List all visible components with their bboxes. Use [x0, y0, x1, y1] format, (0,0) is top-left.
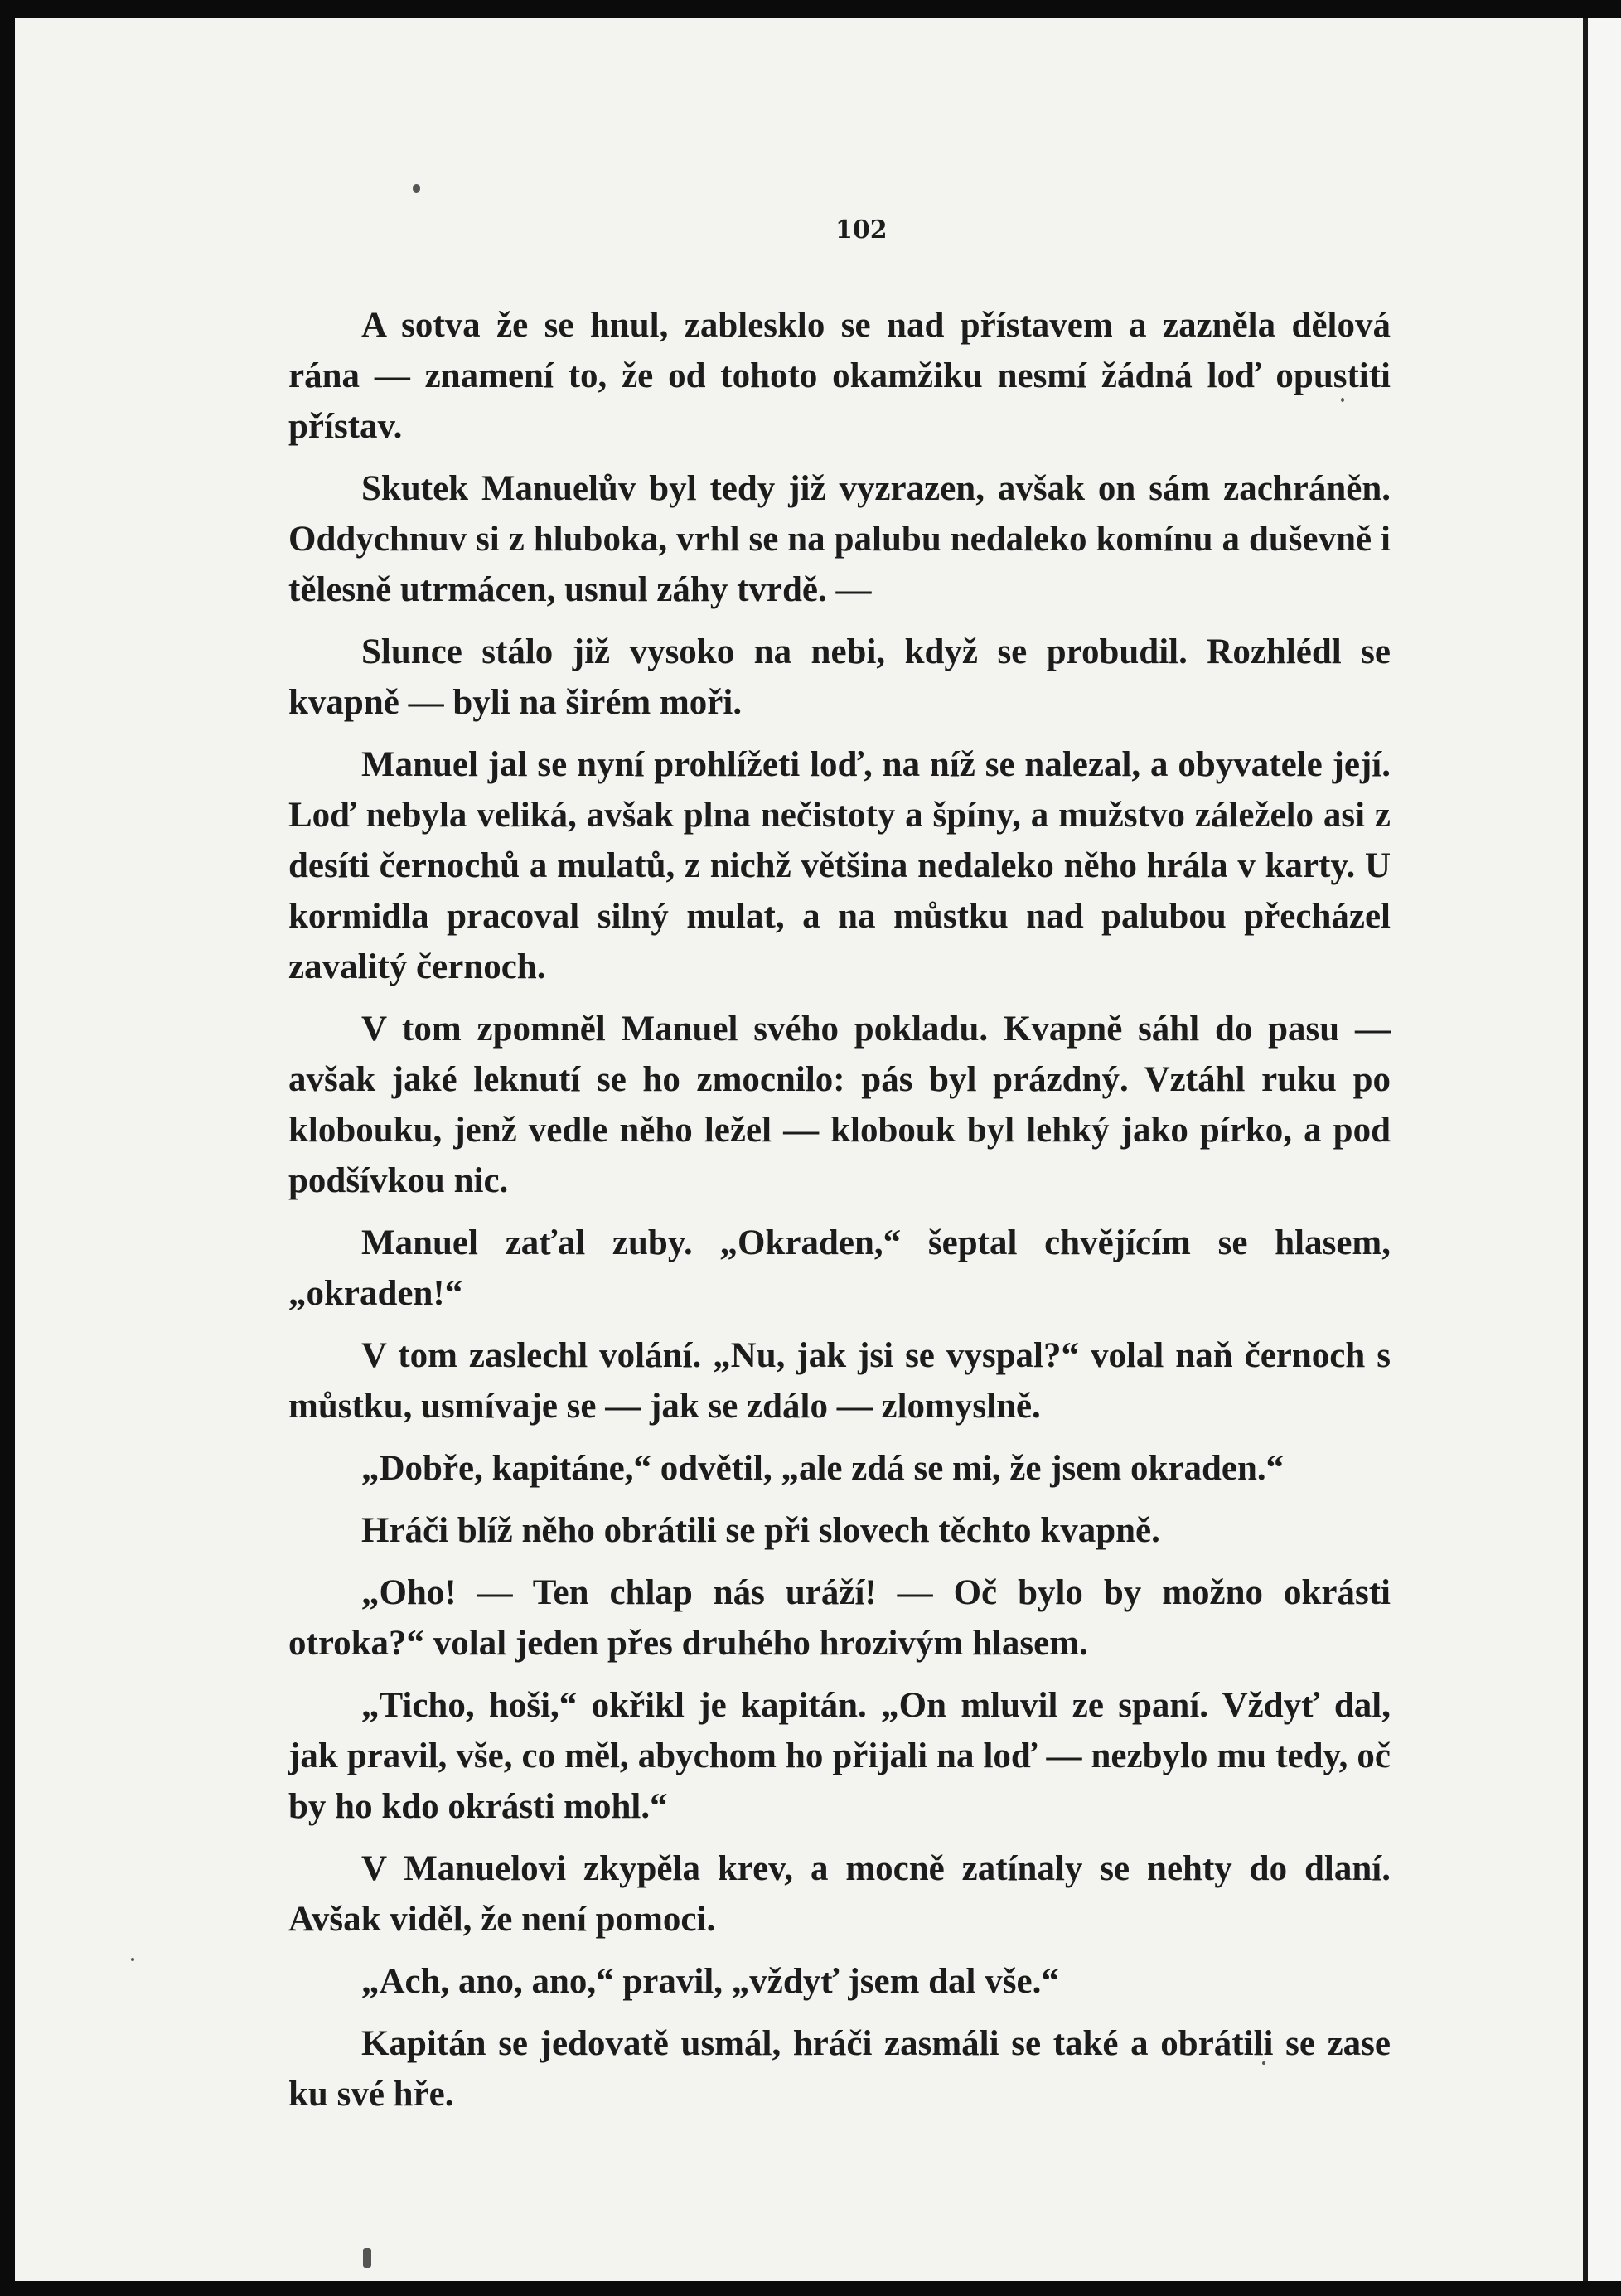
- scan-bottom-border: [0, 2281, 1621, 2296]
- paragraph: „Ticho, hoši,“ okřikl je kapitán. „On mluvil ze spaní. Vždyť dal, jak pravil, vše, co měl, abychom ho přijali na loď — nezbylo mu tedy, oč by ho kdo okrásti mohl.“: [288, 1686, 1391, 1826]
- page-right-margin: [1588, 18, 1621, 2296]
- paragraph: V Manuelovi zkypěla krev, a mocně zatínaly se nehty do dlaní. Avšak viděl, že není pomoci.: [288, 1849, 1391, 1939]
- paragraph: „Ach, ano, ano,“ pravil, „vždyť jsem dal vše.“: [361, 1962, 1059, 2001]
- book-page: [15, 18, 1588, 2281]
- paragraph: Hráči blíž něho obrátili se při slovech těchto kvapně.: [361, 1511, 1160, 1550]
- paragraph: V tom zpomněl Manuel svého pokladu. Kvapně sáhl do pasu — avšak jaké leknutí se ho zmocnilo: pás byl prázdný. Vztáhl ruku po klobouku, jenž vedle něho ležel — klobouk byl lehký jako pírko, a pod podšívkou nic.: [288, 1010, 1391, 1200]
- ink-speck: [363, 2248, 371, 2268]
- paragraph: Kapitán se jedovatě usmál, hráči zasmáli se také a obrátili se zase ku své hře.: [288, 2024, 1391, 2114]
- paragraph: V tom zaslechl volání. „Nu, jak jsi se vyspal?“ volal naň černoch s můstku, usmívaje se — jak se zdálo — zlomyslně.: [288, 1336, 1391, 1426]
- paragraph: Skutek Manuelův byl tedy již vyzrazen, avšak on sám zachráněn. Oddychnuv si z hluboka, vrhl se na palubu nedaleko komínu a duševně i tělesně utrmácen, usnul záhy tvrdě. —: [288, 469, 1391, 609]
- paragraph: „Oho! — Ten chlap nás uráží! — Oč bylo by možno okrásti otroka?“ volal jeden přes druhého hrozivým hlasem.: [288, 1573, 1391, 1663]
- body-text: [288, 300, 1391, 2131]
- paragraph: „Dobře, kapitáne,“ odvětil, „ale zdá se mi, že jsem okraden.“: [361, 1449, 1285, 1488]
- ink-speck: [413, 184, 420, 193]
- ink-speck: [131, 1958, 134, 1961]
- paragraph: Manuel zaťal zuby. „Okraden,“ šeptal chvějícím se hlasem, „okraden!“: [288, 1223, 1391, 1313]
- paragraph: A sotva že se hnul, zablesklo se nad přístavem a zazněla dělová rána — znamení to, že od tohoto okamžiku nesmí žádná loď opustiti přístav.: [288, 306, 1391, 446]
- paragraph: Manuel jal se nyní prohlížeti loď, na níž se nalezal, a obyvatele její. Loď nebyla veliká, avšak plna nečistoty a špíny, a mužstvo záleželo asi z desíti černochů a mulatů, z nichž většina nedaleko něho hrála v karty. U kormidla pracoval silný mulat, a na můstku nad palubou přecházel zavalitý černoch.: [288, 745, 1391, 986]
- paragraph: Slunce stálo již vysoko na nebi, když se probudil. Rozhlédl se kvapně — byli na širém moři.: [288, 632, 1391, 722]
- page-number: 102: [835, 216, 888, 245]
